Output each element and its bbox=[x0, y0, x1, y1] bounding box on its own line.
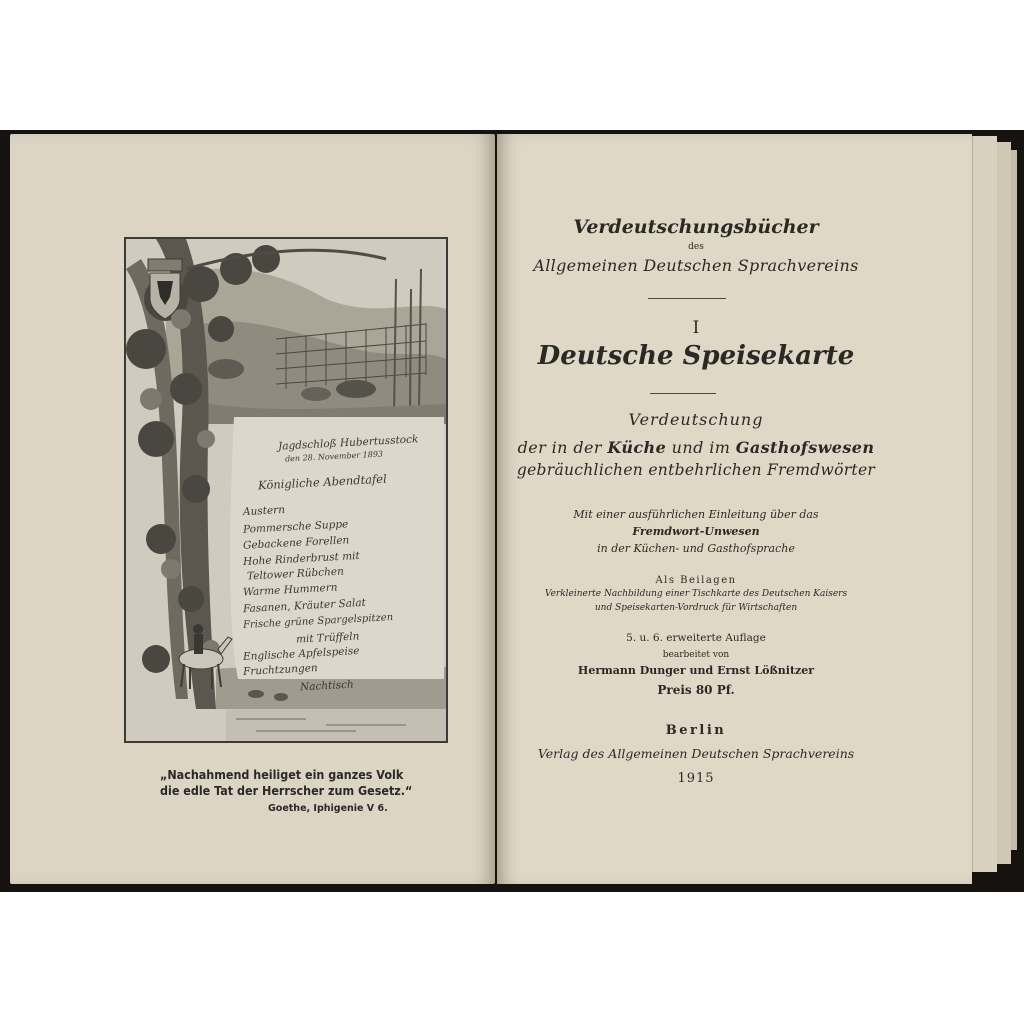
menu-item: Englische Apfelspeise bbox=[242, 644, 360, 664]
price: Preis 80 Pf. bbox=[657, 683, 735, 697]
menu-item: Austern bbox=[242, 503, 286, 519]
subtitle-text: und im bbox=[666, 438, 736, 457]
menu-item: Teltower Rübchen bbox=[246, 565, 345, 583]
menu-title: Königliche Abendtafel bbox=[257, 471, 388, 493]
subtitle-text: der in der bbox=[517, 438, 608, 457]
quote-source: Goethe, Iphigenie V 6. bbox=[268, 803, 388, 814]
authors: Hermann Dunger und Ernst Lößnitzer bbox=[577, 664, 815, 677]
intro-line-2: Fremdwort-Unwesen bbox=[632, 525, 760, 538]
series-title: Verdeutschungsbücher bbox=[573, 216, 819, 238]
subtitle-emphasis-hospitality: Gasthofswesen bbox=[735, 438, 875, 457]
menu-item: Fasanen, Kräuter Salat bbox=[242, 596, 367, 616]
menu-header-line2: den 28. November 1893 bbox=[284, 449, 384, 464]
subtitle-emphasis-kitchen: Küche bbox=[607, 438, 667, 457]
appendix-line-2: und Speisekarten-Vordruck für Wirtschaften bbox=[594, 603, 798, 613]
menu-header-line1: Jagdschloß Hubertusstock bbox=[277, 433, 419, 453]
divider-rule bbox=[648, 298, 726, 299]
intro-line-1: Mit einer ausführlichen Einleitung über das bbox=[573, 508, 819, 521]
subtitle-line-1: Verdeutschung bbox=[628, 410, 764, 429]
city: Berlin bbox=[665, 723, 727, 738]
page-edges bbox=[996, 142, 1011, 864]
series-des: des bbox=[688, 242, 704, 252]
intro-line-3: in der Küchen- und Gasthofsprache bbox=[597, 542, 795, 555]
appendix-line-1: Verkleinerte Nachbildung einer Tischkarte des Deutschen Kaisers bbox=[544, 589, 848, 599]
menu-item: Pommersche Suppe bbox=[242, 518, 349, 536]
publisher: Verlag des Allgemeinen Deutschen Sprachvereins bbox=[537, 746, 855, 761]
edited-by: bearbeitet von bbox=[662, 650, 730, 660]
menu-item: Warme Hummern bbox=[242, 581, 338, 599]
subtitle-line-2 bbox=[497, 438, 895, 457]
menu-item: Fruchtzungen bbox=[242, 662, 318, 678]
main-title: Deutsche Speisekarte bbox=[537, 341, 855, 371]
page-edges bbox=[972, 136, 997, 872]
year: 1915 bbox=[677, 771, 715, 786]
volume-number: I bbox=[692, 318, 700, 338]
menu-item: Gebackene Forellen bbox=[242, 534, 350, 552]
appendix-heading: Als Beilagen bbox=[655, 575, 737, 586]
menu-item: Hohe Rinderbrust mit bbox=[242, 549, 360, 569]
series-organization: Allgemeinen Deutschen Sprachvereins bbox=[533, 256, 859, 275]
menu-item: mit Trüffeln bbox=[295, 630, 360, 646]
subtitle-line-3: gebräuchlichen entbehrlichen Fremdwörter bbox=[516, 461, 876, 479]
menu-item: Nachtisch bbox=[299, 678, 354, 694]
quote-line-2: die edle Tat der Herrscher zum Gesetz.“ bbox=[160, 784, 413, 798]
divider-rule bbox=[650, 393, 716, 394]
menu-item: Frische grüne Spargelspitzen bbox=[242, 612, 394, 631]
quote-line-1: „Nachahmend heiliget ein ganzes Volk bbox=[160, 768, 404, 782]
page-edges bbox=[1010, 150, 1017, 850]
edition: 5. u. 6. erweiterte Auflage bbox=[626, 632, 766, 644]
